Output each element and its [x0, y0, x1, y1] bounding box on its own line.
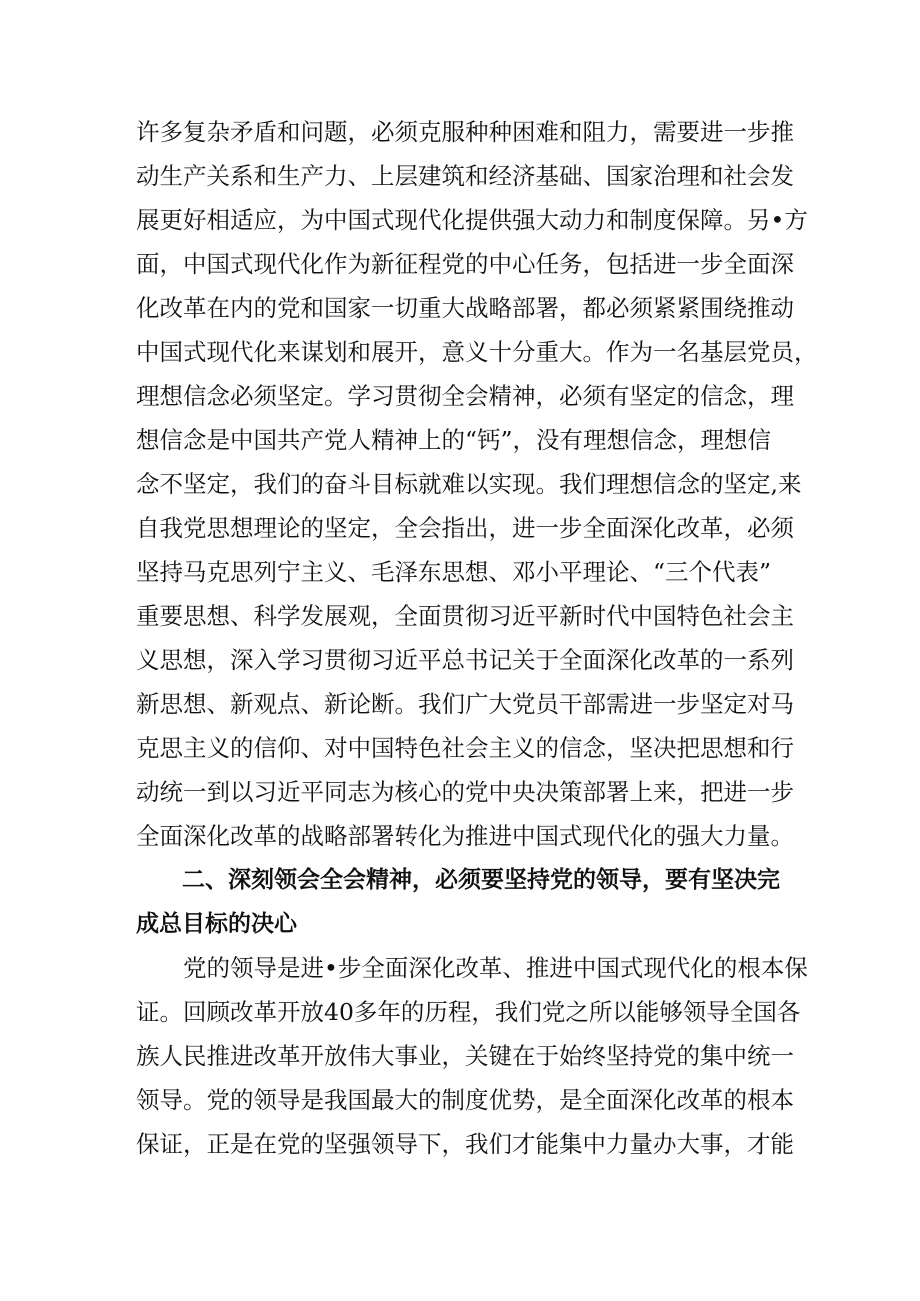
text-line: 念不坚定，我们的奋斗目标就难以实现。我们理想信念的坚定,来	[136, 470, 802, 498]
text-line: 许多复杂矛盾和问题，必须克服种种困难和阻力，需要进一步推	[136, 118, 794, 146]
section-heading	[136, 858, 796, 946]
text-line: 新思想、新观点、新论断。我们广大党员干部需进一步坚定对马	[136, 690, 794, 718]
body-paragraph	[136, 110, 818, 858]
text-line: 化改革在内的党和国家一切重大战略部署，都必须紧紧围绕推动	[136, 294, 794, 322]
text-line: 党的领导是进•步全面深化改革、推进中国式现代化的根本保	[136, 954, 808, 982]
text-line: 族人民推进改革开放伟大事业，关键在于始终坚持党的集中统一	[136, 1042, 794, 1070]
text-line: 坚持马克思列宁主义、毛泽东思想、邓小平理论、“三个代表”	[136, 558, 772, 586]
text-line: 面，中国式现代化作为新征程党的中心任务，包括进一步全面深	[136, 250, 794, 278]
text-line: 全面深化改革的战略部署转化为推进中国式现代化的强大力量。	[136, 822, 794, 850]
text-line: 重要思想、科学发展观，全面贯彻习近平新时代中国特色社会主	[136, 602, 794, 630]
text-line: 领导。党的领导是我国最大的制度优势，是全面深化改革的根本	[136, 1086, 794, 1114]
text-line: 中国式现代化来谋划和展开，意义十分重大。作为一名基层党员，	[136, 338, 818, 366]
heading-line: 二、深刻领会全会精神，必须要坚持党的领导，要有坚决完	[136, 867, 780, 893]
text-line: 动统一到以习近平同志为核心的党中央决策部署上来，把进一步	[136, 778, 794, 806]
text-line: 自我党思想理论的坚定，全会指出，进一步全面深化改革，必须	[136, 514, 794, 542]
text-line: 证。回顾改革开放40多年的历程，我们党之所以能够领导全国各	[136, 998, 801, 1026]
text-line: 展更好相适应，为中国式现代化提供强大动力和制度保障。另•方	[136, 206, 808, 234]
text-line: 理想信念必须坚定。学习贯彻全会精神，必须有坚定的信念，理	[136, 382, 794, 410]
text-line: 想信念是中国共产党人精神上的“钙”，没有理想信念，理想信	[136, 426, 772, 454]
heading-line: 成总目标的决心	[136, 911, 297, 937]
text-line: 动生产关系和生产力、上层建筑和经济基础、国家治理和社会发	[136, 162, 794, 190]
body-paragraph	[136, 946, 808, 1166]
text-line: 克思主义的信仰、对中国特色社会主义的信念，坚决把思想和行	[136, 734, 794, 762]
text-line: 义思想，深入学习贯彻习近平总书记关于全面深化改革的一系列	[136, 646, 794, 674]
text-line: 保证，正是在党的坚强领导下，我们才能集中力量办大事，才能	[136, 1130, 794, 1158]
